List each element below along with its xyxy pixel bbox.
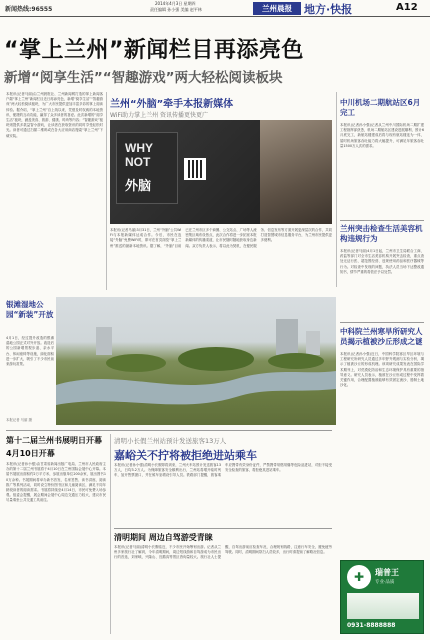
wifi-logo-line3: 外脑 — [125, 179, 152, 194]
ad-tagline: 专业·品质 — [375, 580, 395, 585]
ad-logo-icon: ✚ — [347, 565, 371, 589]
phone-photo — [260, 120, 332, 224]
right-story-1-body: 本报讯(记者孙小强)记者从兰州中川国际机场二期扩建工程指挥部获悉，机场二期航站区建设进展顺利，预计6月底完工，新航站楼建成后将与现有航站楼连为一体，届时机场旅客吞吐能力将大幅提升，可满足年旅客吞吐量1500万人次的需求。 — [340, 123, 424, 148]
tree-cluster — [178, 347, 254, 371]
tomb-story-subtitle: 清明小长假兰州站预计发送旅客13万人 — [114, 437, 227, 445]
divider — [336, 92, 337, 287]
divider — [106, 92, 107, 290]
masthead — [0, 0, 430, 17]
park-photo-scene — [56, 297, 336, 425]
divider — [340, 322, 424, 323]
sub-headline: 新增“阅享生活”“智趣游戏”两大轻松阅读板块 — [4, 70, 283, 86]
wifi-story-subtitle: WiFi助力掌上兰州 资讯传播更快更广 — [110, 112, 209, 119]
right-story-3-title: 中科院兰州寒旱所研究人员揭示植被沙丘形成之谜 — [340, 327, 423, 346]
wifi-story-title: 兰州“外脑”牵手本报新媒体 — [110, 99, 234, 110]
hotline: 新闻热线:96555 — [5, 6, 53, 13]
river — [56, 371, 336, 405]
tree-cluster — [106, 354, 166, 372]
fair-story-title: 第十二届兰州书展明日开幕 — [6, 436, 102, 445]
qr-code-icon — [184, 158, 206, 180]
ad-box — [340, 560, 424, 634]
fair-story-subtitle: 4月10日开幕 — [6, 449, 55, 458]
right-story-2-body: 本报讯(记者马丽)4月1日起，兰州市卫生局联合工商、药监等部门对全市生活美容机构开展突击检查，重点查处无证行医、超范围经营、违规使用药品和医疗器械等行为。对检查中发现的问题，执法人员当场下达整改通知书，情节严重的将依法予以处罚。 — [340, 249, 424, 274]
divider — [340, 220, 424, 221]
tomb-story-body: 本报讯(记者孙小强)清明小长假即将到来，兰州火车站预计发送旅客13万人，日均3.2万人。为保障旅客安全顺利出行，兰州站将增开临时列车，加开售票窗口，并在候车室增设引导人员。铁路部门提醒，旅客乘车应携带有效身份证件，严禁携带易燃易爆等危险品进站，对拒不接受安全检查的旅客，将拒绝其进站乘车。 — [114, 463, 332, 478]
building-right — [276, 319, 298, 355]
fair-story-body: 本报讯(记者孙小强)由甘肃省新闻出版广电局、兰州市人民政府主办的第十二届兰州书展将于4月10日在兰州国际会展中心开幕。本届书展展出面积约2万平方米，参展出版单位200余家，展出图书10万余种。书展期间将举办新书首发、名家签售、读书讲座、阅读推广等系列活动，同时设立特价图书区和儿童阅读区，满足不同年龄段读者的阅读需求。书展将持续至4月14日，市民可免费入场参观。组委会提醒，展会期间会展中心周边交通压力较大，建议市民尽量乘坐公共交通工具前往。 — [6, 462, 106, 503]
wifi-story-image — [110, 120, 332, 224]
building-left — [96, 327, 112, 355]
lead-story-body: 本报讯(记者马丽)由兰州晨报社、兰州新闻网打造的掌上新闻客户端“掌上兰州”新闻栏目近日再添亮色，新增“阅享生活”“智趣游戏”两大轻松阅读板块，为广大市民提供更加丰富多彩的掌上阅读体验。据介绍，“掌上兰州”自上线以来，凭借及时权威的本地资讯、便捷的互动功能，赢得了众多读者的喜爱。此次新增的“阅享生活”板块，涵盖美食、旅游、健康、时尚等内容；“智趣游戏”板块则提供多款益智小游戏，让读者在获取资讯的同时享受轻松时光。读者可通过扫描二维码或在各大应用商店搜索“掌上兰州”下载安装。 — [6, 92, 103, 138]
staff-line: 责任编辑 孙小强 美编 赵平林 — [150, 7, 202, 12]
date-line: 2014年4月3日 星期四 — [155, 1, 196, 6]
paper-name: 兰州晨报 — [253, 2, 301, 15]
wifi-story-body: 本报讯(记者马丽)3月31日，兰州“外脑”公共WiFi与本报新媒体达成合作。今后，市民在连接“外脑”免费WiFi时，即可在首页浏览“掌上兰州”推送的最新本地资讯。据了解，“外脑”目前已在兰州市区多个商圈、公交站点、广场等人流密集区域布设热点，此次合作将进一步拓宽本报新媒体的传播渠道，让市民随时随地获取身边新闻。双方负责人表示，将以此为契机，在便民服务、信息发布等方面开展更深层次的合作，共同打造智慧城市信息服务平台，为兰州市民提供更多便利。 — [110, 228, 332, 248]
right-story-3-body: 本报讯(记者孙小强)近日，中国科学院寒区旱区环境与工程研究所研究人员通过多年野外观测与实验分析，揭示了植被沙丘的形成机理。该项研究成果发表在国际学术期刊上，对荒漠化防治和生态环境保护具有重要的指导意义。研究人员表示，植被在沙丘形成过程中发挥着关键作用，合理配置植被能够有效固定流沙、遏制土地沙化。 — [340, 352, 424, 388]
divider — [6, 430, 332, 431]
park-photo-credit: 本报记者 马丽 摄 — [6, 418, 32, 422]
ad-brand: 瑞普王 — [375, 568, 399, 577]
wifi-logo-box — [116, 132, 178, 204]
divider — [110, 434, 111, 634]
divider — [114, 528, 332, 529]
bottom-story-title: 清明期间 周边自驾游受青睐 — [114, 533, 213, 542]
bottom-story-body: 本报讯(记者马丽)清明小长假临近，不少市民开始筹划出游。记者从兰州多家旅行社了解到，今年清明期间，周边短线游和自驾游成为市民出行的首选，刘家峡、兴隆山、官鹅沟等景区咨询量较大。旅行社人士提醒，自驾出游前应检查车况，合理规划线路，注意行车安全，避免疲劳驾驶。同时，清明期间祭扫人员较多，出行时请提前了解路况信息。 — [114, 545, 332, 560]
right-story-1-title: 中川机场二期航站区6月完工 — [340, 98, 421, 117]
ad-phone: 0931-8888888 — [347, 622, 396, 629]
tomb-story-title: 嘉峪关不拧将被拒绝进站乘车 — [114, 449, 257, 462]
wifi-logo-line1: WHY — [125, 141, 153, 155]
page-number: A12 — [396, 2, 418, 13]
ad-image — [347, 593, 419, 619]
right-story-2-title: 兰州突击检查生活美容机构违规行为 — [340, 224, 423, 243]
building-far — [306, 331, 320, 355]
section-title: 地方·快报 — [304, 3, 353, 16]
main-headline: “掌上兰州”新闻栏目再添亮色 — [4, 38, 304, 63]
wifi-logo-line2: NOT — [125, 155, 151, 169]
park-story-title: 银滩湿地公园“新装”开放 — [6, 300, 54, 319]
park-story-body: 4月1日，经过提升改造的银滩湿地公园正式对外开放。改造后的公园新增景观步道、亲水平台、休闲座椅等设施，绿化面积进一步扩大，吸引了不少市民前来游玩赏景。 — [6, 336, 54, 367]
park-photo — [56, 297, 336, 425]
tree-cluster — [268, 353, 324, 369]
